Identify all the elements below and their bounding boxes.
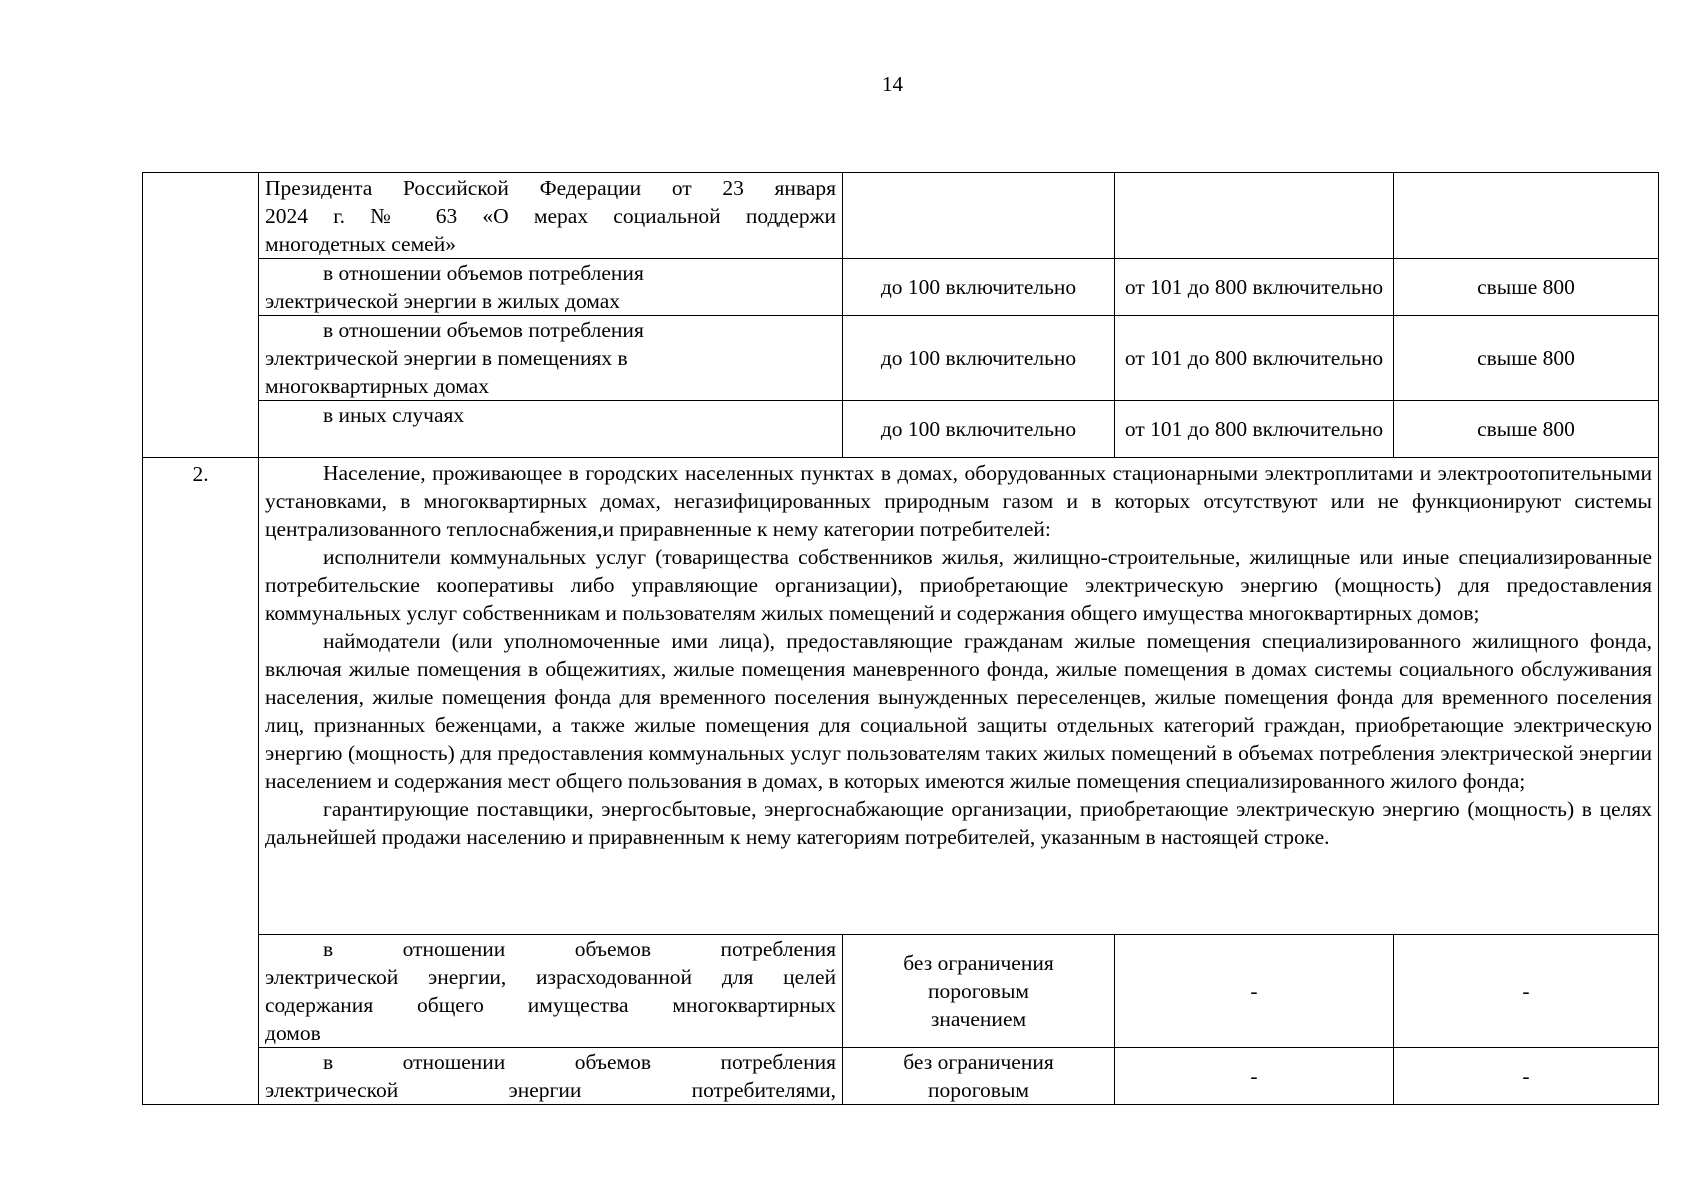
page-number: 14 — [882, 72, 903, 96]
description-cell — [259, 935, 843, 1048]
table-row — [143, 173, 1659, 259]
table-row — [143, 1048, 1659, 1105]
text-line: Президента Российской Федерации от 23 января — [265, 176, 836, 200]
text-line: пороговым — [928, 1078, 1029, 1102]
text-line: содержания общего имущества многоквартирных — [265, 993, 836, 1017]
text-line: без ограничения — [903, 1050, 1054, 1074]
text-line: электрической энергии потребителями, — [265, 1078, 836, 1102]
text-line: 2024 г. № 63 «О мерах социальной поддержи — [265, 204, 836, 228]
empty-cell — [1115, 173, 1394, 259]
threshold-cell-2: от 101 до 800 включительно — [1115, 259, 1394, 316]
threshold-cell-1: до 100 включительно — [843, 401, 1115, 458]
paragraph: наймодатели (или уполномоченные ими лица), предоставляющие гражданам жилые помещения специализированного жилищного фонда, включая жилые помещения в общежитиях, жилые помещения маневренного фонда, жилые помещения в домах системы социального обслуживания населения, жилые помещения фонда для временного поселения вынужденных переселенцев, жилые помещения фонда для временного поселения лиц, признанных беженцами, а также жилые помещения для социальной защиты отдельных категорий граждан, приобретающие электрическую энергию (мощность) для предоставления коммунальных услуг пользователям таких жилых помещений в объемах потребления электрической энергии населением и содержания мест общего пользования в домах, в которых имеются жилые помещения специализированного жилого фонда; — [265, 629, 1652, 793]
text-line: многодетных семей» — [265, 232, 456, 256]
threshold-cell-1: до 100 включительно — [843, 259, 1115, 316]
row-number: 2. — [143, 458, 259, 1105]
category-description-cell — [259, 458, 1659, 935]
threshold-cell-3: свыше 800 — [1394, 401, 1659, 458]
table-row — [143, 458, 1659, 935]
text-line: в отношении объемов потребления — [323, 1050, 836, 1074]
threshold-cell-3: свыше 800 — [1394, 259, 1659, 316]
threshold-cell-2: от 101 до 800 включительно — [1115, 401, 1394, 458]
text-line: электрической энергии в помещениях в — [265, 346, 628, 370]
description-cell — [259, 259, 843, 316]
text-line: многоквартирных домах — [265, 374, 489, 398]
text-line: домов — [265, 1021, 321, 1045]
threshold-cell-1 — [843, 1048, 1115, 1105]
empty-cell — [843, 173, 1115, 259]
table-row — [143, 401, 1659, 458]
threshold-cell-2: - — [1115, 1048, 1394, 1105]
text-line: значением — [930, 1007, 1027, 1031]
text-line: в отношении объемов потребления — [323, 261, 644, 285]
threshold-cell-1 — [843, 935, 1115, 1048]
table-row — [143, 259, 1659, 316]
description-cell — [259, 173, 843, 259]
tariff-table — [142, 172, 1659, 1105]
text-line: в отношении объемов потребления — [323, 318, 644, 342]
threshold-cell-3: - — [1394, 1048, 1659, 1105]
table-row — [143, 935, 1659, 1048]
table-row — [143, 316, 1659, 401]
threshold-cell-3: свыше 800 — [1394, 316, 1659, 401]
paragraph: Население, проживающее в городских населенных пунктах в домах, оборудованных стационарными электроплитами и электроотопительными установками, в многоквартирных домах, негазифицированных природным газом и в которых отсутствуют или не функционируют системы централизованного теплоснабжения,и приравненные к нему категории потребителей: — [265, 461, 1652, 541]
description-cell — [259, 1048, 843, 1105]
threshold-cell-1: до 100 включительно — [843, 316, 1115, 401]
text-line: электрической энергии, израсходованной для целей — [265, 965, 836, 989]
threshold-cell-2: от 101 до 800 включительно — [1115, 316, 1394, 401]
paragraph: гарантирующие поставщики, энергосбытовые, энергоснабжающие организации, приобретающие электрическую энергию (мощность) в целях дальнейшей продажи населению и приравненным к нему категориям потребителей, указанным в настоящей строке. — [265, 797, 1652, 849]
text-line: без ограничения — [903, 951, 1054, 975]
row-number-cell — [143, 173, 259, 458]
text-line: электрической энергии в жилых домах — [265, 289, 621, 313]
text-line: пороговым — [928, 979, 1029, 1003]
threshold-cell-3: - — [1394, 935, 1659, 1048]
text-line: в отношении объемов потребления — [323, 937, 836, 961]
description-cell — [259, 401, 843, 458]
text-line: в иных случаях — [323, 403, 465, 427]
empty-cell — [1394, 173, 1659, 259]
paragraph: исполнители коммунальных услуг (товарищества собственников жилья, жилищно-строительные, жилищные или иные специализированные потребительские кооперативы либо управляющие организации), приобретающие электрическую энергию (мощность) для предоставления коммунальных услуг собственникам и пользователям жилых помещений и содержания общего имущества многоквартирных домов; — [265, 545, 1652, 625]
threshold-cell-2: - — [1115, 935, 1394, 1048]
description-cell — [259, 316, 843, 401]
